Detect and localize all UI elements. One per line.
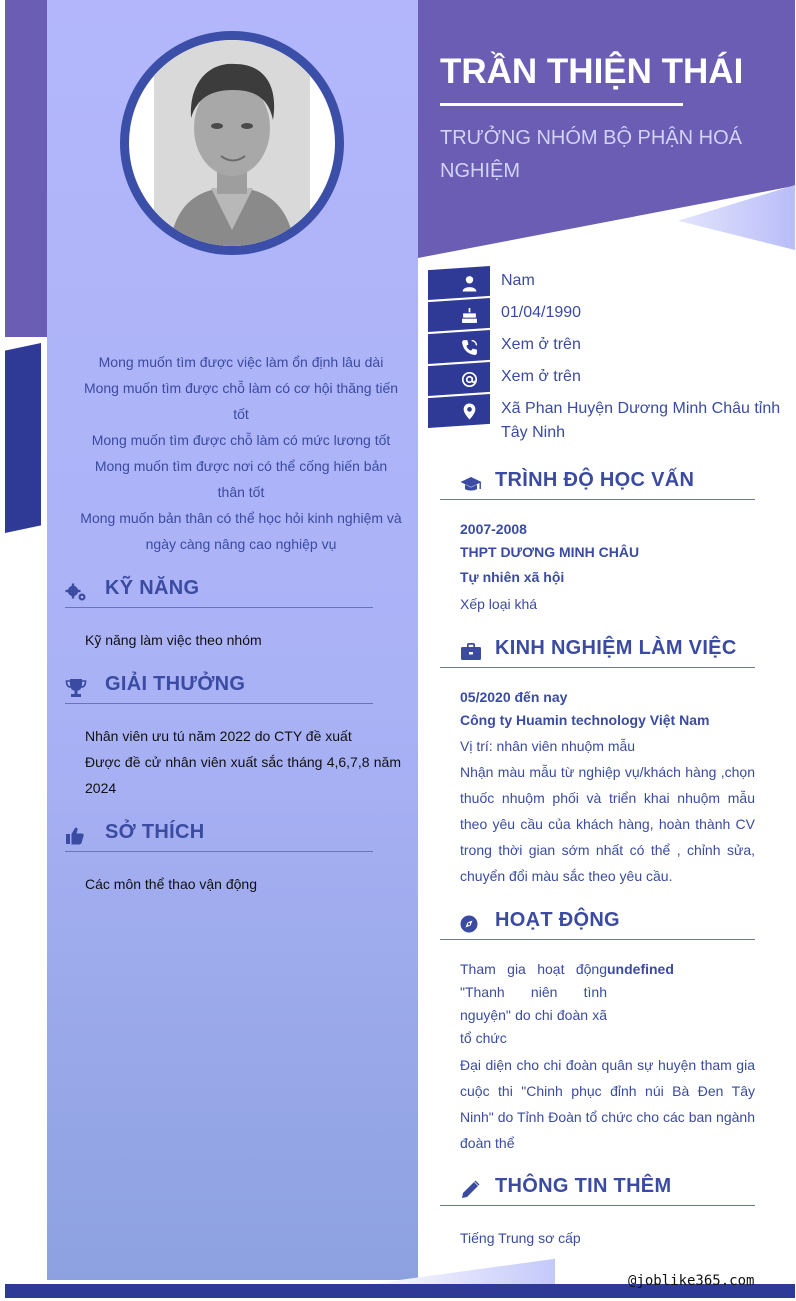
activity-item: Đại diện cho chi đoàn quân sự huyện tham gia cuộc thi "Chinh phục đỉnh núi Bà Đen Tây Ninh" do Tỉnh Đoàn tổ chức cho các ban ngành đoàn thể bbox=[460, 1057, 755, 1151]
experience-entry bbox=[460, 686, 755, 889]
career-goals bbox=[80, 349, 402, 557]
education-grade: Xếp loại khá bbox=[460, 596, 538, 612]
avatar bbox=[120, 31, 344, 255]
job-title: TRƯỞNG NHÓM BỘ PHẬN HOÁ NGHIỆM bbox=[440, 127, 743, 182]
contact-address: Xã Phan Huyện Dương Minh Châu tỉnh Tây Ninh bbox=[428, 394, 788, 426]
awards-heading: GIẢI THƯỞNG bbox=[65, 673, 373, 703]
graduation-cap-icon bbox=[460, 474, 482, 494]
name-underline bbox=[440, 103, 683, 106]
activity-item: Tham gia hoạt động "Thanh niên tình nguyện" do chi đoàn xã tổ chức undefined bbox=[460, 958, 755, 1050]
experience-description: Nhận màu mẫu từ nghiệp vụ/khách hàng ,chọn thuốc nhuộm phối và triển khai nhuộm mẫu theo yêu cầu của khách hàng, hoàn thành CV trong thời gian sớm nhất có thể , chỉnh sửa, chuyển đổi màu sắc theo yêu cầu. bbox=[460, 764, 755, 884]
hobbies-heading: SỞ THÍCH bbox=[65, 821, 373, 851]
contact-gender: Nam bbox=[428, 266, 788, 298]
education-heading: TRÌNH ĐỘ HỌC VẤN bbox=[460, 469, 755, 499]
extra-info-heading: THÔNG TIN THÊM bbox=[460, 1175, 755, 1205]
hobby-item: Các môn thể thao vận động bbox=[85, 876, 258, 892]
experience-position: Vị trí: nhân viên nhuộm mẫu bbox=[460, 738, 636, 754]
goal-item: Mong muốn tìm được việc làm ổn định lâu dài bbox=[98, 354, 384, 370]
goal-item: Mong muốn tìm được chỗ làm có cơ hội thăng tiến tốt bbox=[83, 380, 399, 422]
left-accent-strip bbox=[5, 0, 47, 337]
thumbs-up-icon bbox=[65, 826, 87, 846]
experience-heading: KINH NGHIỆM LÀM VIỆC bbox=[460, 637, 755, 667]
award-item: Nhân viên ưu tú năm 2022 do CTY đề xuất bbox=[85, 728, 352, 744]
contact-email: Xem ở trên bbox=[428, 362, 788, 394]
education-major: Tự nhiên xã hội bbox=[460, 569, 565, 585]
education-period: 2007-2008 bbox=[460, 521, 527, 537]
goal-item: Mong muốn tìm được nơi có thể cống hiến bản thân tốt bbox=[94, 458, 388, 500]
skill-item: Kỹ năng làm việc theo nhóm bbox=[85, 632, 262, 648]
map-pin-icon bbox=[461, 403, 478, 420]
goal-item: Mong muốn bản thân có thể học hỏi kinh nghiệm và ngày càng nâng cao nghiệp vụ bbox=[80, 510, 402, 552]
activities-heading: HOẠT ĐỘNG bbox=[460, 909, 755, 939]
user-icon bbox=[461, 275, 478, 292]
cogs-icon bbox=[65, 582, 87, 602]
skills-heading: KỸ NĂNG bbox=[65, 577, 373, 607]
left-accent-shape bbox=[5, 343, 41, 533]
trophy-icon bbox=[65, 678, 87, 698]
experience-company: Công ty Huamin technology Việt Nam bbox=[460, 712, 710, 728]
education-school: THPT DƯƠNG MINH CHÂU bbox=[460, 544, 640, 560]
goal-item: Mong muốn tìm được chỗ làm có mức lương tốt bbox=[91, 432, 391, 448]
awards-list bbox=[85, 723, 401, 801]
birthday-cake-icon bbox=[461, 307, 478, 324]
phone-icon bbox=[461, 339, 478, 356]
candidate-name: TRẦN THIỆN THÁI bbox=[440, 52, 744, 91]
experience-period: 05/2020 đến nay bbox=[460, 689, 568, 705]
watermark: @joblike365.com bbox=[628, 1273, 755, 1289]
pencil-icon bbox=[460, 1180, 482, 1200]
award-item: Được đề cử nhân viên xuất sắc tháng 4,6,7,8 năm 2024 bbox=[85, 754, 401, 796]
contact-phone: Xem ở trên bbox=[428, 330, 788, 362]
contact-birthday: 01/04/1990 bbox=[428, 298, 788, 330]
extra-info-item: Tiếng Trung sơ cấp bbox=[460, 1230, 581, 1246]
portrait-photo bbox=[129, 40, 335, 246]
at-sign-icon bbox=[461, 371, 478, 388]
compass-icon bbox=[460, 914, 482, 934]
education-entry bbox=[460, 518, 755, 617]
activity-label: undefined bbox=[607, 961, 674, 977]
briefcase-icon bbox=[460, 642, 482, 662]
activities-list bbox=[460, 958, 755, 1156]
